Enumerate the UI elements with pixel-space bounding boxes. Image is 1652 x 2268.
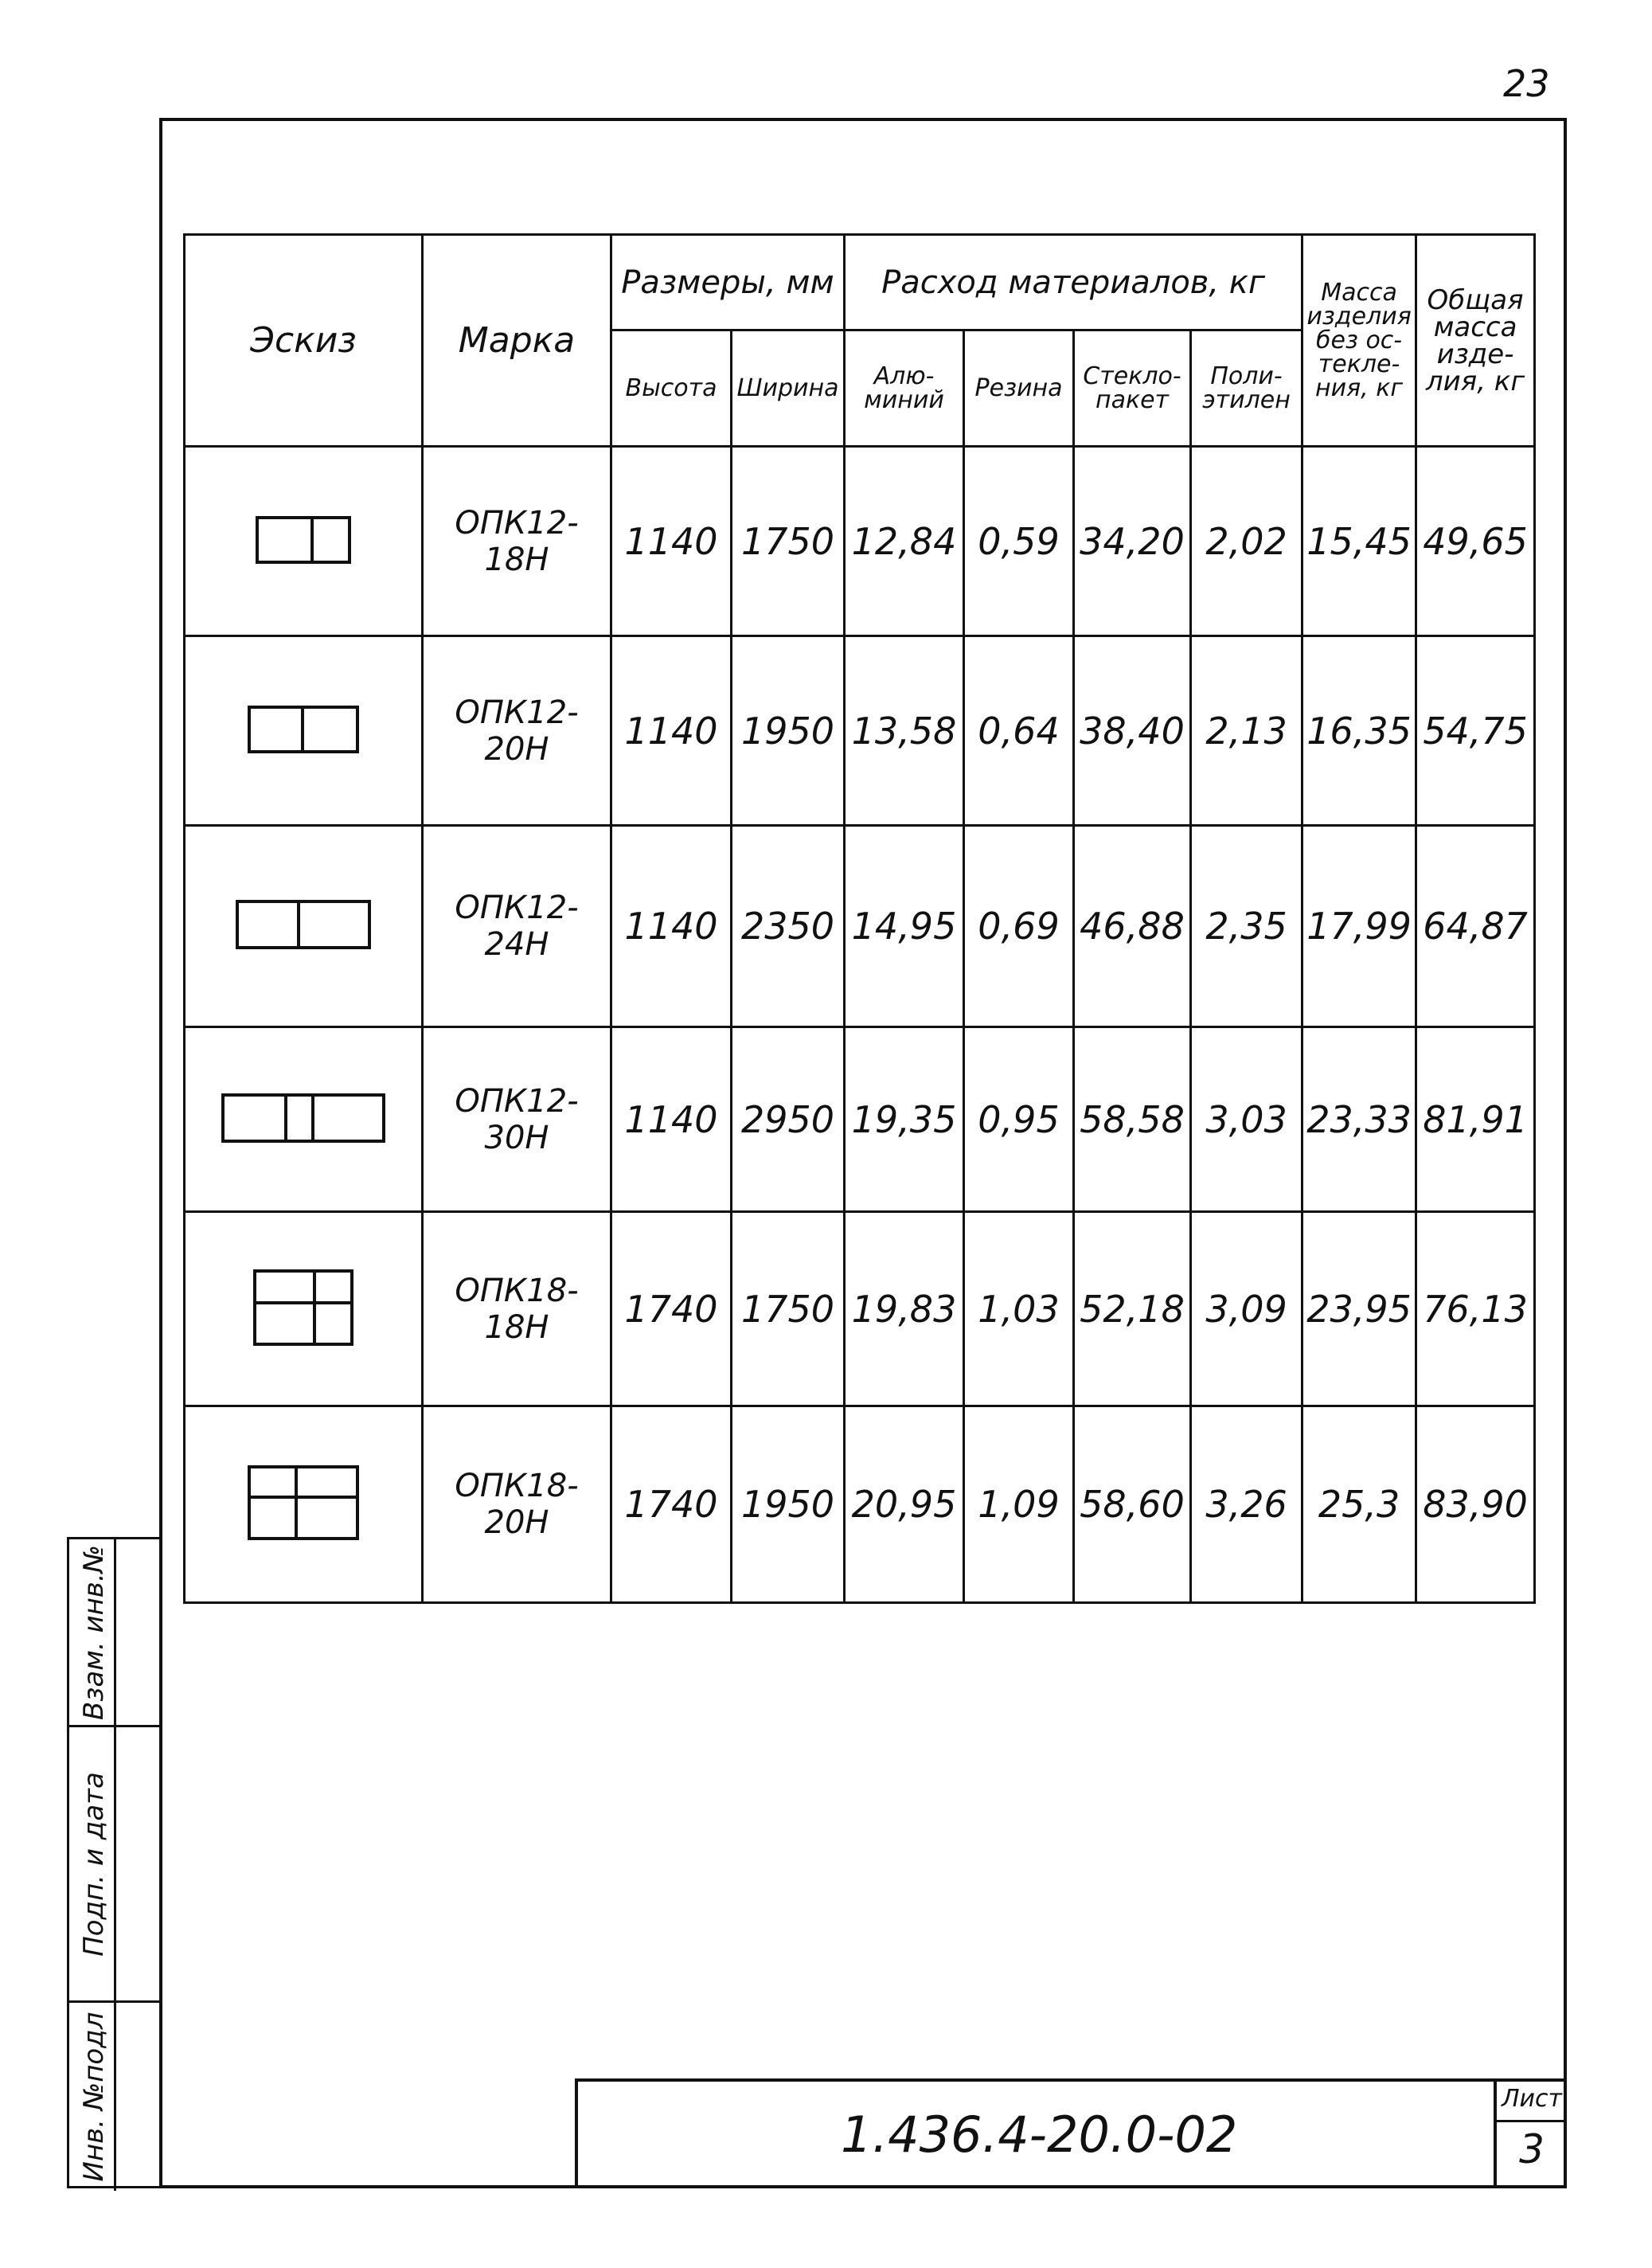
header-width: Ширина xyxy=(732,330,845,447)
rubber-cell: 1,09 xyxy=(964,1406,1074,1603)
table-row xyxy=(185,1406,1535,1603)
polyethylene-cell: 2,02 xyxy=(1191,447,1302,636)
mark-cell: ОПК18-20Н xyxy=(423,1406,611,1603)
sketch-cell xyxy=(185,636,423,826)
sketch-cell xyxy=(185,1406,423,1603)
window-sketch-icon xyxy=(248,706,359,753)
rubber-cell: 0,64 xyxy=(964,636,1074,826)
sketch-cell xyxy=(185,1212,423,1406)
table-row xyxy=(185,826,1535,1027)
header-dimensions: Размеры, мм xyxy=(611,235,845,330)
header-height: Высота xyxy=(611,330,732,447)
title-block xyxy=(575,2078,1567,2188)
table-row xyxy=(185,1212,1535,1406)
glass-cell: 58,60 xyxy=(1074,1406,1191,1603)
sheet-number: 3 xyxy=(1519,2126,1545,2172)
side-label-replaces: Взам. инв.№ xyxy=(78,1544,110,1720)
mass-bare-cell: 15,45 xyxy=(1302,447,1416,636)
side-cell-signature xyxy=(69,1727,159,2003)
mark-cell: ОПК12-30Н xyxy=(423,1027,611,1212)
sketch-cell xyxy=(185,1027,423,1212)
page-number: 23 xyxy=(1503,62,1550,105)
mass-total-cell: 83,90 xyxy=(1416,1406,1535,1603)
mark-cell: ОПК12-24Н xyxy=(423,826,611,1027)
mass-total-cell: 54,75 xyxy=(1416,636,1535,826)
window-sketch-icon xyxy=(253,1269,353,1346)
aluminium-cell: 12,84 xyxy=(845,447,964,636)
aluminium-cell: 20,95 xyxy=(845,1406,964,1603)
header-aluminium: Алю-миний xyxy=(845,330,964,447)
mass-bare-cell: 16,35 xyxy=(1302,636,1416,826)
side-stamp xyxy=(67,1537,159,2188)
width-cell: 2950 xyxy=(732,1027,845,1212)
mass-total-cell: 81,91 xyxy=(1416,1027,1535,1212)
mass-total-cell: 64,87 xyxy=(1416,826,1535,1027)
window-sketch-icon xyxy=(221,1093,385,1143)
header-mass-bare: Масса изделия без ос-текле-ния, кг xyxy=(1302,235,1416,447)
aluminium-cell: 13,58 xyxy=(845,636,964,826)
table-row xyxy=(185,1027,1535,1212)
aluminium-cell: 19,35 xyxy=(845,1027,964,1212)
mass-total-cell: 76,13 xyxy=(1416,1212,1535,1406)
rubber-cell: 1,03 xyxy=(964,1212,1074,1406)
header-sketch: Эскиз xyxy=(185,235,423,447)
header-mark: Марка xyxy=(423,235,611,447)
polyethylene-cell: 2,13 xyxy=(1191,636,1302,826)
glass-cell: 34,20 xyxy=(1074,447,1191,636)
header-polyethylene: Поли-этилен xyxy=(1191,330,1302,447)
mark-cell: ОПК12-20Н xyxy=(423,636,611,826)
side-label-signature: Подп. и дата xyxy=(78,1771,110,1957)
mass-bare-cell: 23,33 xyxy=(1302,1027,1416,1212)
side-label-inv: Инв. №подл xyxy=(78,2012,110,2182)
width-cell: 2350 xyxy=(732,826,845,1027)
sketch-cell xyxy=(185,447,423,636)
spec-table xyxy=(183,233,1536,1604)
glass-cell: 46,88 xyxy=(1074,826,1191,1027)
mark-cell: ОПК12-18Н xyxy=(423,447,611,636)
rubber-cell: 0,59 xyxy=(964,447,1074,636)
mass-bare-cell: 25,3 xyxy=(1302,1406,1416,1603)
side-cell-inv xyxy=(69,2003,159,2191)
width-cell: 1950 xyxy=(732,1406,845,1603)
header-glass: Стекло-пакет xyxy=(1074,330,1191,447)
sheet-label: Лист xyxy=(1497,2085,1567,2122)
header-mass-total: Общая масса изде-лия, кг xyxy=(1416,235,1535,447)
height-cell: 1740 xyxy=(611,1406,732,1603)
mass-bare-cell: 17,99 xyxy=(1302,826,1416,1027)
aluminium-cell: 19,83 xyxy=(845,1212,964,1406)
table-row xyxy=(185,447,1535,636)
mark-cell: ОПК18-18Н xyxy=(423,1212,611,1406)
header-rubber: Резина xyxy=(964,330,1074,447)
height-cell: 1140 xyxy=(611,447,732,636)
polyethylene-cell: 3,26 xyxy=(1191,1406,1302,1603)
width-cell: 1950 xyxy=(732,636,845,826)
height-cell: 1140 xyxy=(611,826,732,1027)
sheet-box xyxy=(1494,2082,1567,2188)
window-sketch-icon xyxy=(236,900,371,949)
sketch-cell xyxy=(185,826,423,1027)
height-cell: 1740 xyxy=(611,1212,732,1406)
polyethylene-cell: 3,09 xyxy=(1191,1212,1302,1406)
height-cell: 1140 xyxy=(611,1027,732,1212)
glass-cell: 38,40 xyxy=(1074,636,1191,826)
height-cell: 1140 xyxy=(611,636,732,826)
document-code: 1.436.4-20.0-02 xyxy=(841,2106,1238,2164)
mass-total-cell: 49,65 xyxy=(1416,447,1535,636)
glass-cell: 52,18 xyxy=(1074,1212,1191,1406)
polyethylene-cell: 3,03 xyxy=(1191,1027,1302,1212)
side-cell-replaces xyxy=(69,1539,159,1727)
glass-cell: 58,58 xyxy=(1074,1027,1191,1212)
table-row xyxy=(185,636,1535,826)
width-cell: 1750 xyxy=(732,447,845,636)
aluminium-cell: 14,95 xyxy=(845,826,964,1027)
window-sketch-icon xyxy=(256,516,351,564)
rubber-cell: 0,95 xyxy=(964,1027,1074,1212)
header-materials: Расход материалов, кг xyxy=(845,235,1302,330)
polyethylene-cell: 2,35 xyxy=(1191,826,1302,1027)
rubber-cell: 0,69 xyxy=(964,826,1074,1027)
width-cell: 1750 xyxy=(732,1212,845,1406)
window-sketch-icon xyxy=(248,1465,359,1540)
mass-bare-cell: 23,95 xyxy=(1302,1212,1416,1406)
